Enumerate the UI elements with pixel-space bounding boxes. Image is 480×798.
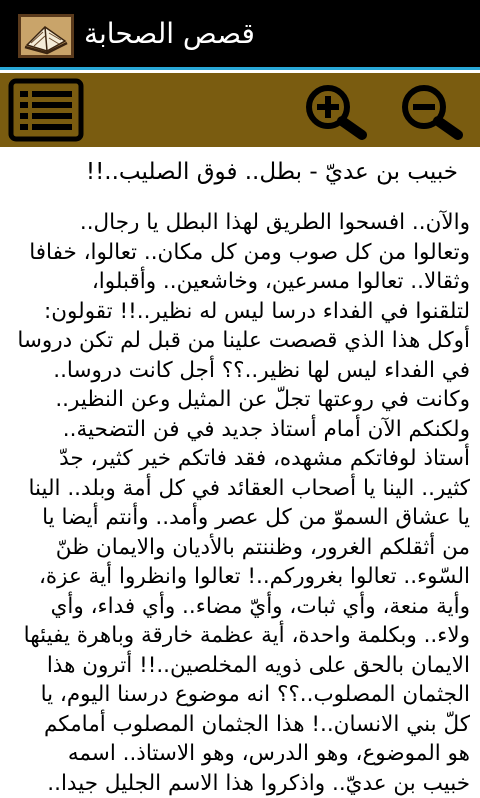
story-line: والآن.. افسحوا الطريق لهذا البطل يا رجال.. — [10, 208, 470, 238]
zoom-in-button[interactable] — [300, 83, 376, 141]
story-line: السّوء.. تعالوا بغروركم..! تعالوا وانظروا أية عزة، — [10, 562, 470, 592]
story-line: وتعالوا من كل صوب ومن كل مكان.. تعالوا، خفافا — [10, 238, 470, 268]
story-line: هو الموضوع، وهو الدرس، وهو الاستاذ.. اسمه — [10, 739, 470, 769]
story-line: وكانت في روعتها تجلّ عن المثيل وعن النظير.. — [10, 385, 470, 415]
story-line: الجثمان المصلوب..؟؟ انه موضوع درسنا اليوم، يا — [10, 680, 470, 710]
story-line: خبيب بن عديّ.. واذكروا هذا الاسم الجليل جيدا.. — [10, 769, 470, 798]
story-line: كثير.. الينا يا أصحاب العقائد في كل أمة وبلد.. الينا — [10, 474, 470, 504]
story-body — [10, 208, 470, 798]
story-line: ولاء.. وبكلمة واحدة، أية عظمة خارقة وباهرة يفيئها — [10, 621, 470, 651]
story-line: وأية منعة، وأي ثبات، وأيّ مضاء.. وأي فداء، وأي — [10, 592, 470, 622]
story-line: في الفداء ليس لها نظير..؟؟ أجل كانت دروسا.. — [10, 356, 470, 386]
zoom-out-icon — [396, 83, 472, 141]
story-line: أستاذ لوفاتكم مشهده، فقد فاتكم خير كثير، جدّ — [10, 444, 470, 474]
toolbar — [0, 73, 480, 147]
story-line: وثقالا.. تعالوا مسرعين، وخاشعين.. وأقبلوا، — [10, 267, 470, 297]
story-line: ولكنكم الآن أمام أستاذ جديد في فن التضحية.. — [10, 415, 470, 445]
menu-button[interactable] — [8, 78, 84, 142]
story-line: الايمان بالحق على ذويه المخلصين..!! أترون هذا — [10, 651, 470, 681]
story-line: كلّ بني الانسان..! هذا الجثمان المصلوب أمامكم — [10, 710, 470, 740]
zoom-out-button[interactable] — [396, 83, 472, 141]
story-line: لتلقنوا في الفداء درسا ليس له نظير..!! تقولون: — [10, 297, 470, 327]
book-app-icon — [18, 14, 74, 58]
story-line: أوكل هذا الذي قصصت علينا من قبل لم تكن دروسا — [10, 326, 470, 356]
story-title: خبيب بن عديّ - بطل.. فوق الصليب..!! — [86, 157, 458, 187]
story-line: يا عشاق السموّ من كل عصر وأمد.. وأنتم أيضا يا — [10, 503, 470, 533]
app-title: قصص الصحابة — [84, 14, 255, 54]
story-content[interactable] — [0, 147, 480, 763]
story-line: من أثقلكم الغرور، وظننتم بالأديان والايمان ظنّ — [10, 533, 470, 563]
title-bar — [0, 0, 480, 70]
zoom-in-icon — [300, 83, 376, 141]
list-menu-icon — [8, 78, 84, 142]
